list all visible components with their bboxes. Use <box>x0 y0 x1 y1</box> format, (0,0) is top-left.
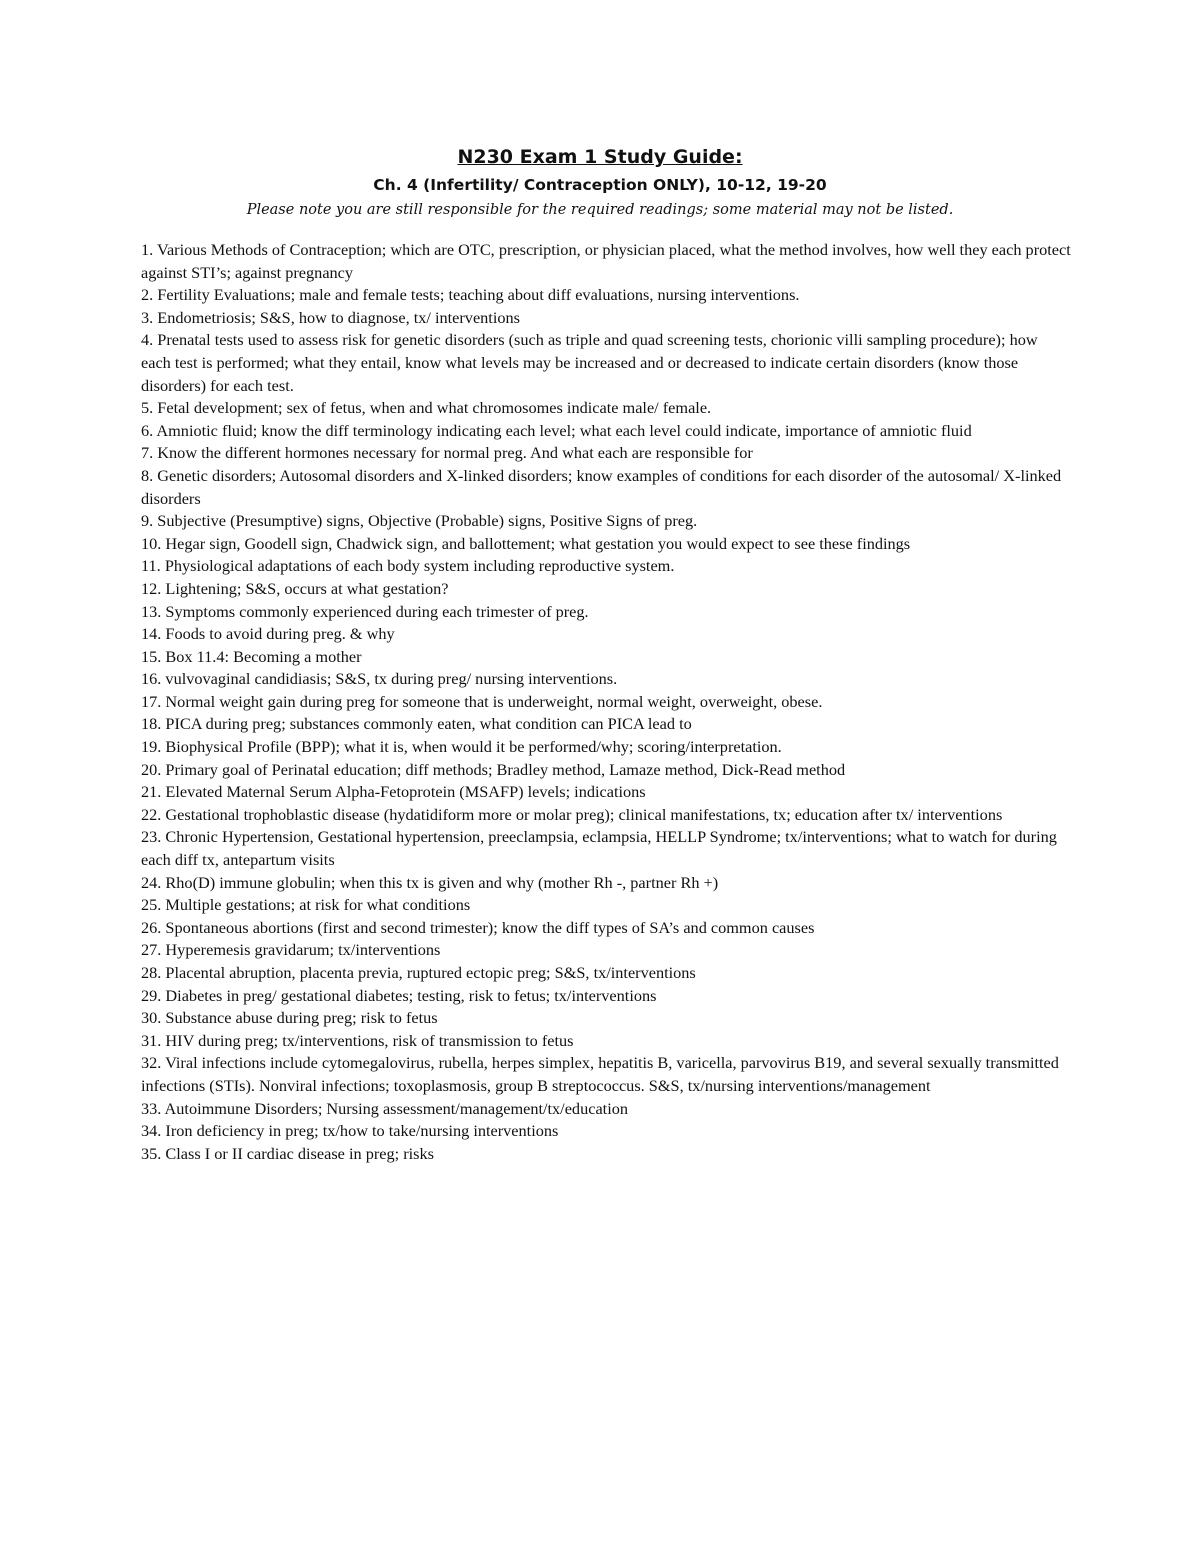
study-topic-item: 15. Box 11.4: Becoming a mother <box>141 646 362 666</box>
study-topic-item: 25. Multiple gestations; at risk for what conditions <box>141 895 471 915</box>
study-topic-item: 31. HIV during preg; tx/interventions, risk of transmission to fetus <box>141 1030 574 1050</box>
study-topic-item: 18. PICA during preg; substances commonly eaten, what condition can PICA lead to <box>141 714 692 734</box>
study-topic-list <box>141 239 1071 1165</box>
study-topic-item: 26. Spontaneous abortions (first and second trimester); know the diff types of SA’s and common causes <box>141 917 815 937</box>
study-topic-item: 6. Amniotic fluid; know the diff terminology indicating each level; what each level could indicate, importance of amniotic fluid <box>141 420 972 440</box>
study-topic-item: 34. Iron deficiency in preg; tx/how to take/nursing interventions <box>141 1121 559 1141</box>
study-topic-item: 19. Biophysical Profile (BPP); what it is, when would it be performed/why; scoring/interpretation. <box>141 737 782 757</box>
study-topic-item: 13. Symptoms commonly experienced during each trimester of preg. <box>141 601 589 621</box>
study-topic-item: 4. Prenatal tests used to assess risk for genetic disorders (such as triple and quad screening tests, chorionic villi sampling procedure); how each test is performed; what they entail, know what levels may be increased and or decreased to indicate certain disorders (know those disorders) for each test. <box>141 330 1038 395</box>
study-topic-item: 27. Hyperemesis gravidarum; tx/interventions <box>141 940 441 960</box>
study-topic-item: 35. Class I or II cardiac disease in preg; risks <box>141 1143 434 1163</box>
study-topic-item: 3. Endometriosis; S&S, how to diagnose, tx/ interventions <box>141 307 520 327</box>
document-title: N230 Exam 1 Study Guide: <box>457 146 743 168</box>
study-topic-item: 28. Placental abruption, placenta previa, ruptured ectopic preg; S&S, tx/interventions <box>141 963 696 982</box>
document-note: Please note you are still responsible for the required readings; some material may not be listed. <box>246 202 954 218</box>
study-topic-item: 17. Normal weight gain during preg for someone that is underweight, normal weight, overweight, obese. <box>141 691 823 711</box>
document-header <box>0 142 1200 222</box>
study-topic-item: 9. Subjective (Presumptive) signs, Objective (Probable) signs, Positive Signs of preg. <box>141 511 698 531</box>
study-topic-item: 22. Gestational trophoblastic disease (hydatidiform more or molar preg); clinical manifestations, tx; education after tx/ interventions <box>141 804 1003 824</box>
study-topic-item: 11. Physiological adaptations of each body system including reproductive system. <box>141 556 675 576</box>
study-topic-item: 24. Rho(D) immune globulin; when this tx is given and why (mother Rh -, partner Rh +) <box>141 872 719 892</box>
study-topic-item: 2. Fertility Evaluations; male and female tests; teaching about diff evaluations, nursing interventions. <box>141 285 800 305</box>
study-topic-item: 1. Various Methods of Contraception; which are OTC, prescription, or physician placed, what the method involves, how well they each protect against STI’s; against pregnancy <box>141 240 1071 282</box>
study-topic-item: 12. Lightening; S&S, occurs at what gestation? <box>141 578 449 598</box>
study-topic-item: 29. Diabetes in preg/ gestational diabetes; testing, risk to fetus; tx/interventions <box>141 985 657 1005</box>
study-topic-item: 5. Fetal development; sex of fetus, when and what chromosomes indicate male/ female. <box>141 398 712 418</box>
study-topic-item: 10. Hegar sign, Goodell sign, Chadwick sign, and ballottement; what gestation you would expect to see these findings <box>141 533 911 553</box>
study-topic-item: 20. Primary goal of Perinatal education; diff methods; Bradley method, Lamaze method, Dick-Read method <box>141 759 846 779</box>
study-topic-item: 14. Foods to avoid during preg. & why <box>141 624 395 644</box>
study-topic-item: 32. Viral infections include cytomegalovirus, rubella, herpes simplex, hepatitis B, varicella, parvovirus B19, and several sexually transmitted infections (STIs). Nonviral infections; toxoplasmosis, group B streptococcus. S&S, tx/nursing interventions/management <box>141 1053 1059 1095</box>
study-topic-item: 30. Substance abuse during preg; risk to fetus <box>141 1008 438 1028</box>
study-topic-item: 23. Chronic Hypertension, Gestational hypertension, preeclampsia, eclampsia, HELLP Syndrome; tx/interventions; what to watch for during each diff tx, antepartum visits <box>141 827 1057 870</box>
study-topic-item: 21. Elevated Maternal Serum Alpha-Fetoprotein (MSAFP) levels; indications <box>141 782 646 802</box>
study-topic-item: 7. Know the different hormones necessary for normal preg. And what each are responsible for <box>141 443 753 463</box>
study-topic-item: 33. Autoimmune Disorders; Nursing assessment/management/tx/education <box>141 1098 628 1118</box>
study-topic-item: 8. Genetic disorders; Autosomal disorders and X-linked disorders; know examples of conditions for each disorder of the autosomal/ X-linked disorders <box>141 465 1062 508</box>
study-topic-item: 16. vulvovaginal candidiasis; S&S, tx during preg/ nursing interventions. <box>141 669 618 689</box>
document-subtitle: Ch. 4 (Infertility/ Contraception ONLY), 10-12, 19-20 <box>373 176 827 194</box>
